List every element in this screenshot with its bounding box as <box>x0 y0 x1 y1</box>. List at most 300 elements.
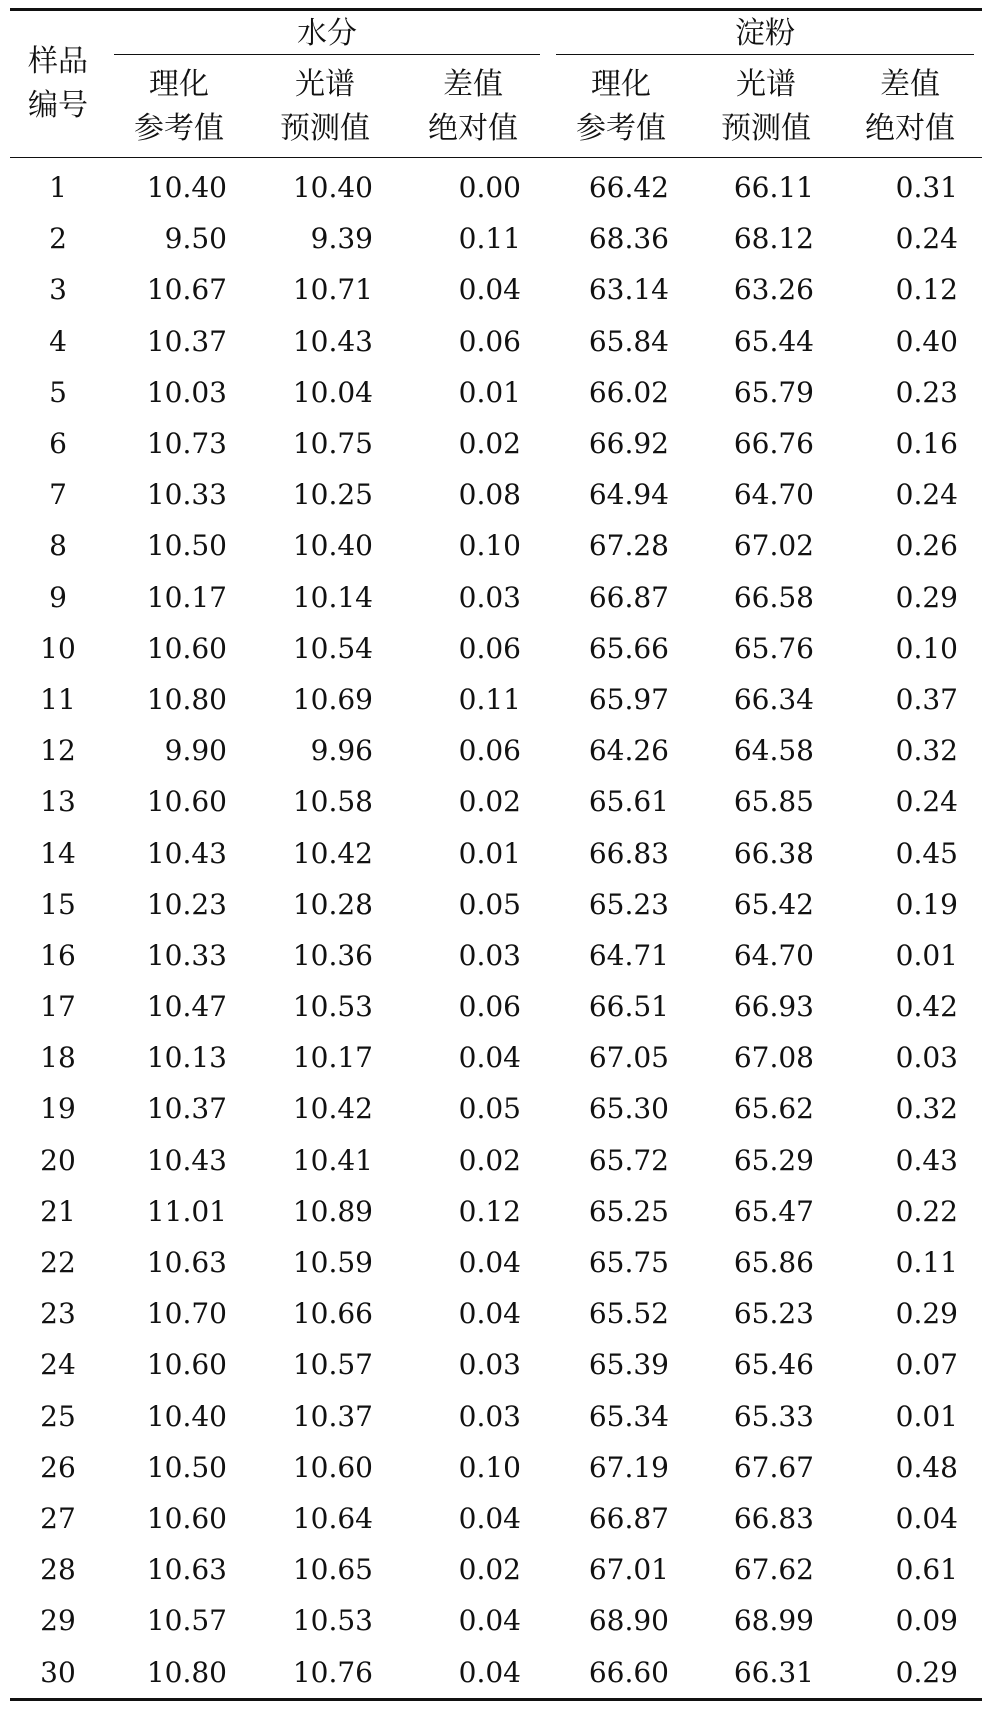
starch-predicted-value: 66.34 <box>733 682 814 716</box>
starch-reference-cell <box>548 1083 694 1134</box>
moisture-predicted-value: 10.75 <box>292 427 373 461</box>
starch-abs-diff-cell <box>838 1391 982 1442</box>
starch-abs-diff-cell <box>838 1646 982 1699</box>
moisture-abs-diff-cell <box>398 1646 548 1699</box>
moisture-predicted-cell <box>252 674 398 725</box>
starch-abs-diff-cell <box>838 264 982 315</box>
moisture-abs-diff-cell <box>398 520 548 571</box>
moisture-abs-diff-cell <box>398 1288 548 1339</box>
starch-reference-value: 65.39 <box>588 1348 669 1382</box>
moisture-abs-diff-value: 0.03 <box>458 1348 521 1382</box>
moisture-predicted-cell <box>252 316 398 367</box>
moisture-reference-cell <box>106 1595 252 1646</box>
starch-reference-cell <box>548 930 694 981</box>
header-line: 预测值 <box>280 111 370 146</box>
moisture-abs-diff-value: 0.06 <box>458 734 521 768</box>
moisture-reference-cell <box>106 879 252 930</box>
moisture-abs-diff-cell <box>398 572 548 623</box>
moisture-predicted-value: 10.57 <box>292 1348 373 1382</box>
header-row-groups <box>10 10 982 58</box>
starch-predicted-cell <box>694 725 838 776</box>
starch-abs-diff-cell <box>838 418 982 469</box>
moisture-reference-value: 10.57 <box>146 1604 227 1638</box>
moisture-predicted-cell <box>252 1083 398 1134</box>
moisture-abs-diff-value: 0.06 <box>458 324 521 358</box>
moisture-reference-value: 10.40 <box>146 171 227 205</box>
starch-predicted-cell <box>694 827 838 878</box>
sample-number-cell: 21 <box>40 1194 76 1228</box>
starch-reference-cell <box>548 158 694 214</box>
table-row <box>10 1544 982 1595</box>
starch-abs-diff-value: 0.29 <box>895 580 958 614</box>
moisture-abs-diff-value: 0.03 <box>458 938 521 972</box>
starch-reference-cell <box>548 1646 694 1699</box>
sample-number-cell: 24 <box>40 1348 76 1382</box>
starch-predicted-value: 66.11 <box>733 171 814 205</box>
starch-abs-diff-cell <box>838 1237 982 1288</box>
starch-reference-value: 66.02 <box>588 375 669 409</box>
starch-predicted-value: 65.86 <box>733 1246 814 1280</box>
moisture-predicted-value: 10.43 <box>292 324 373 358</box>
starch-reference-value: 66.83 <box>588 836 669 870</box>
starch-predicted-value: 63.26 <box>733 273 814 307</box>
moisture-reference-cell <box>106 1646 252 1699</box>
sample-number-cell: 3 <box>49 273 67 307</box>
moisture-reference-value: 10.60 <box>146 1348 227 1382</box>
moisture-predicted-value: 10.54 <box>292 631 373 665</box>
moisture-predicted-cell <box>252 1646 398 1699</box>
moisture-abs-diff-cell <box>398 981 548 1032</box>
starch-abs-diff-cell <box>838 1339 982 1390</box>
starch-predicted-value: 68.12 <box>733 222 814 256</box>
sample-number-cell: 19 <box>40 1092 76 1126</box>
sample-number-cell: 23 <box>40 1297 76 1331</box>
starch-predicted-cell <box>694 1083 838 1134</box>
starch-abs-diff-cell <box>838 725 982 776</box>
header-line: 预测值 <box>721 111 811 146</box>
starch-reference-cell <box>548 1288 694 1339</box>
moisture-abs-diff-value: 0.00 <box>458 171 521 205</box>
moisture-reference-value: 10.03 <box>146 375 227 409</box>
sample-number-cell: 18 <box>40 1041 76 1075</box>
moisture-reference-value: 10.47 <box>146 990 227 1024</box>
moisture-predicted-cell <box>252 520 398 571</box>
starch-reference-cell <box>548 367 694 418</box>
starch-reference-value: 67.19 <box>588 1450 669 1484</box>
moisture-reference-value: 10.50 <box>146 1450 227 1484</box>
moisture-reference-cell <box>106 981 252 1032</box>
starch-predicted-cell <box>694 1339 838 1390</box>
moisture-predicted-value: 10.36 <box>292 938 373 972</box>
moisture-abs-diff-value: 0.06 <box>458 990 521 1024</box>
starch-reference-value: 67.28 <box>588 529 669 563</box>
table-row <box>10 1288 982 1339</box>
moisture-predicted-cell <box>252 623 398 674</box>
moisture-predicted-value: 10.59 <box>292 1246 373 1280</box>
comparison-table <box>10 8 982 1701</box>
moisture-reference-value: 9.50 <box>164 222 227 256</box>
group-header-starch <box>548 10 982 58</box>
moisture-abs-diff-value: 0.01 <box>458 836 521 870</box>
starch-reference-value: 68.90 <box>588 1604 669 1638</box>
moisture-predicted-cell <box>252 1186 398 1237</box>
starch-abs-diff-value: 0.07 <box>895 1348 958 1382</box>
group-header-starch-label: 淀粉 <box>735 16 795 51</box>
table-row <box>10 469 982 520</box>
starch-predicted-value: 65.46 <box>733 1348 814 1382</box>
moisture-reference-cell <box>106 1032 252 1083</box>
moisture-abs-diff-cell <box>398 674 548 725</box>
table-row <box>10 418 982 469</box>
starch-abs-diff-value: 0.32 <box>895 1092 958 1126</box>
moisture-reference-cell <box>106 367 252 418</box>
moisture-predicted-value: 10.04 <box>292 375 373 409</box>
moisture-reference-value: 10.23 <box>146 887 227 921</box>
starch-predicted-value: 64.70 <box>733 478 814 512</box>
sample-number-cell: 2 <box>49 222 67 256</box>
sample-number-cell: 12 <box>40 734 76 768</box>
moisture-predicted-cell <box>252 213 398 264</box>
table-row <box>10 879 982 930</box>
table-row <box>10 520 982 571</box>
starch-reference-cell <box>548 674 694 725</box>
starch-reference-cell <box>548 1442 694 1493</box>
sample-number-cell: 1 <box>49 171 67 205</box>
header-line: 理化 <box>149 67 209 102</box>
moisture-abs-diff-cell <box>398 1339 548 1390</box>
starch-reference-cell <box>548 572 694 623</box>
header-line: 绝对值 <box>865 111 955 146</box>
moisture-predicted-value: 10.64 <box>292 1501 373 1535</box>
starch-abs-diff-cell <box>838 316 982 367</box>
moisture-abs-diff-header <box>398 57 548 158</box>
sample-number-cell: 30 <box>10 1646 106 1699</box>
starch-predicted-value: 66.58 <box>733 580 814 614</box>
moisture-reference-value: 10.60 <box>146 1501 227 1535</box>
starch-abs-diff-value: 0.32 <box>895 734 958 768</box>
moisture-abs-diff-value: 0.04 <box>458 1655 521 1689</box>
sample-number-cell: 16 <box>40 938 76 972</box>
starch-reference-value: 64.26 <box>588 734 669 768</box>
moisture-reference-cell <box>106 1237 252 1288</box>
starch-abs-diff-cell <box>838 776 982 827</box>
moisture-reference-value: 10.40 <box>146 1399 227 1433</box>
starch-abs-diff-value: 0.09 <box>895 1604 958 1638</box>
moisture-predicted-value: 10.37 <box>292 1399 373 1433</box>
moisture-reference-cell <box>106 827 252 878</box>
starch-abs-diff-cell <box>838 158 982 214</box>
moisture-abs-diff-value: 0.04 <box>458 1297 521 1331</box>
sample-number-cell: 13 <box>40 785 76 819</box>
moisture-predicted-cell <box>252 158 398 214</box>
table-body <box>10 158 982 1700</box>
sample-number-header-line1: 样品 <box>28 44 88 79</box>
starch-abs-diff-cell <box>838 213 982 264</box>
sample-number-cell: 9 <box>49 580 67 614</box>
moisture-predicted-value: 10.76 <box>292 1655 373 1689</box>
moisture-abs-diff-cell <box>398 879 548 930</box>
starch-reference-cell <box>548 981 694 1032</box>
table-row <box>10 674 982 725</box>
starch-reference-value: 64.94 <box>588 478 669 512</box>
starch-predicted-cell <box>694 213 838 264</box>
starch-predicted-value: 66.76 <box>733 427 814 461</box>
moisture-predicted-cell <box>252 1595 398 1646</box>
moisture-abs-diff-value: 0.04 <box>458 1501 521 1535</box>
starch-predicted-cell <box>694 1237 838 1288</box>
moisture-reference-cell <box>106 1083 252 1134</box>
moisture-predicted-value: 10.89 <box>292 1194 373 1228</box>
starch-reference-value: 63.14 <box>588 273 669 307</box>
table-row <box>10 776 982 827</box>
moisture-predicted-value: 9.39 <box>310 222 373 256</box>
starch-reference-value: 65.75 <box>588 1246 669 1280</box>
starch-abs-diff-value: 0.40 <box>895 324 958 358</box>
moisture-abs-diff-value: 0.02 <box>458 1553 521 1587</box>
sample-number-cell: 4 <box>49 324 67 358</box>
starch-predicted-cell <box>694 418 838 469</box>
sample-number-cell: 5 <box>49 375 67 409</box>
starch-predicted-cell <box>694 674 838 725</box>
table-row <box>10 572 982 623</box>
sample-number-cell: 29 <box>40 1604 76 1638</box>
starch-abs-diff-cell <box>838 930 982 981</box>
header-line: 参考值 <box>576 111 666 146</box>
starch-reference-cell <box>548 879 694 930</box>
header-line: 差值 <box>880 67 940 102</box>
moisture-reference-value: 10.80 <box>146 1655 227 1689</box>
sample-number-cell: 17 <box>40 990 76 1024</box>
starch-predicted-cell <box>694 879 838 930</box>
moisture-reference-value: 10.67 <box>146 273 227 307</box>
moisture-reference-cell <box>106 1544 252 1595</box>
starch-reference-cell <box>548 1186 694 1237</box>
starch-reference-cell <box>548 1135 694 1186</box>
starch-abs-diff-value: 0.24 <box>895 785 958 819</box>
moisture-reference-value: 10.60 <box>146 785 227 819</box>
starch-predicted-cell <box>694 1544 838 1595</box>
starch-reference-cell <box>548 1595 694 1646</box>
starch-predicted-cell <box>694 520 838 571</box>
moisture-reference-cell <box>106 572 252 623</box>
starch-abs-diff-value: 0.01 <box>895 938 958 972</box>
sample-number-cell: 27 <box>40 1501 76 1535</box>
moisture-predicted-value: 10.40 <box>292 171 373 205</box>
starch-predicted-value: 65.33 <box>733 1399 814 1433</box>
starch-abs-diff-value: 0.22 <box>895 1194 958 1228</box>
starch-abs-diff-value: 0.26 <box>895 529 958 563</box>
starch-reference-value: 66.87 <box>588 1501 669 1535</box>
sample-number-cell: 22 <box>40 1246 76 1280</box>
starch-abs-diff-cell <box>838 879 982 930</box>
moisture-abs-diff-value: 0.05 <box>458 887 521 921</box>
starch-reference-cell <box>548 469 694 520</box>
starch-reference-cell <box>548 520 694 571</box>
sample-number-cell: 25 <box>40 1399 76 1433</box>
moisture-reference-cell <box>106 1391 252 1442</box>
starch-reference-value: 66.51 <box>588 990 669 1024</box>
starch-predicted-cell <box>694 1032 838 1083</box>
starch-abs-diff-cell <box>838 469 982 520</box>
starch-abs-diff-value: 0.16 <box>895 427 958 461</box>
starch-predicted-cell <box>694 623 838 674</box>
starch-abs-diff-cell <box>838 1595 982 1646</box>
moisture-reference-cell <box>106 213 252 264</box>
moisture-reference-value: 10.60 <box>146 631 227 665</box>
table-row <box>10 158 982 214</box>
moisture-predicted-cell <box>252 930 398 981</box>
starch-reference-value: 65.61 <box>588 785 669 819</box>
starch-reference-cell <box>548 1544 694 1595</box>
table-row <box>10 827 982 878</box>
sample-number-cell: 28 <box>40 1553 76 1587</box>
starch-predicted-cell <box>694 1595 838 1646</box>
starch-predicted-cell <box>694 572 838 623</box>
moisture-predicted-cell <box>252 367 398 418</box>
moisture-predicted-value: 10.71 <box>292 273 373 307</box>
starch-abs-diff-value: 0.29 <box>895 1655 958 1689</box>
starch-reference-value: 66.60 <box>588 1655 669 1689</box>
moisture-reference-value: 10.73 <box>146 427 227 461</box>
moisture-reference-cell <box>106 1442 252 1493</box>
moisture-predicted-cell <box>252 725 398 776</box>
starch-abs-diff-value: 0.03 <box>895 1041 958 1075</box>
moisture-predicted-value: 10.58 <box>292 785 373 819</box>
moisture-predicted-value: 10.65 <box>292 1553 373 1587</box>
header-line: 绝对值 <box>428 111 518 146</box>
moisture-predicted-value: 10.69 <box>292 682 373 716</box>
moisture-predicted-cell <box>252 827 398 878</box>
table-row <box>10 1083 982 1134</box>
moisture-abs-diff-cell <box>398 827 548 878</box>
table-row <box>10 1339 982 1390</box>
moisture-predicted-cell <box>252 981 398 1032</box>
moisture-predicted-cell <box>252 1442 398 1493</box>
starch-abs-diff-cell <box>838 572 982 623</box>
moisture-abs-diff-cell <box>398 469 548 520</box>
starch-predicted-value: 64.58 <box>733 734 814 768</box>
moisture-abs-diff-cell <box>398 1595 548 1646</box>
moisture-predicted-value: 10.25 <box>292 478 373 512</box>
starch-reference-cell <box>548 213 694 264</box>
starch-abs-diff-cell <box>838 1032 982 1083</box>
header-row-subs <box>10 57 982 158</box>
moisture-abs-diff-value: 0.04 <box>458 1041 521 1075</box>
moisture-predicted-value: 10.28 <box>292 887 373 921</box>
starch-reference-value: 66.87 <box>588 580 669 614</box>
table-row <box>10 316 982 367</box>
starch-reference-value: 68.36 <box>588 222 669 256</box>
moisture-abs-diff-cell <box>398 316 548 367</box>
starch-reference-cell <box>548 725 694 776</box>
starch-predicted-value: 66.38 <box>733 836 814 870</box>
moisture-reference-value: 10.17 <box>146 580 227 614</box>
starch-reference-header <box>548 57 694 158</box>
starch-abs-diff-cell <box>838 1135 982 1186</box>
moisture-reference-cell <box>106 1135 252 1186</box>
moisture-abs-diff-cell <box>398 776 548 827</box>
table-row <box>10 930 982 981</box>
sample-number-cell: 26 <box>40 1450 76 1484</box>
starch-abs-diff-cell <box>838 827 982 878</box>
starch-reference-value: 65.52 <box>588 1297 669 1331</box>
starch-predicted-cell <box>694 264 838 315</box>
starch-abs-diff-cell <box>838 1493 982 1544</box>
moisture-reference-cell <box>106 520 252 571</box>
starch-predicted-value: 64.70 <box>733 938 814 972</box>
starch-reference-value: 65.72 <box>588 1143 669 1177</box>
moisture-abs-diff-cell <box>398 1442 548 1493</box>
moisture-reference-value: 10.37 <box>146 1092 227 1126</box>
moisture-abs-diff-cell <box>398 1186 548 1237</box>
starch-reference-cell <box>548 1339 694 1390</box>
starch-abs-diff-cell <box>838 1442 982 1493</box>
moisture-predicted-cell <box>252 1237 398 1288</box>
moisture-reference-value: 10.70 <box>146 1297 227 1331</box>
header-line: 光谱 <box>295 67 355 102</box>
starch-predicted-cell <box>694 1646 838 1699</box>
table-row <box>10 623 982 674</box>
starch-abs-diff-value: 0.24 <box>895 478 958 512</box>
starch-predicted-value: 67.08 <box>733 1041 814 1075</box>
starch-abs-diff-cell <box>838 367 982 418</box>
moisture-reference-value: 10.63 <box>146 1553 227 1587</box>
moisture-abs-diff-cell <box>398 158 548 214</box>
moisture-reference-value: 10.33 <box>146 938 227 972</box>
moisture-predicted-cell <box>252 776 398 827</box>
moisture-abs-diff-cell <box>398 1493 548 1544</box>
table-row <box>10 367 982 418</box>
starch-abs-diff-value: 0.31 <box>895 171 958 205</box>
table-row <box>10 1646 982 1699</box>
moisture-reference-cell <box>106 418 252 469</box>
moisture-abs-diff-cell <box>398 1083 548 1134</box>
starch-reference-value: 65.30 <box>588 1092 669 1126</box>
moisture-reference-cell <box>106 316 252 367</box>
moisture-reference-cell <box>106 1288 252 1339</box>
starch-abs-diff-cell <box>838 1083 982 1134</box>
starch-reference-cell <box>548 1391 694 1442</box>
moisture-predicted-value: 10.42 <box>292 1092 373 1126</box>
moisture-predicted-cell <box>252 572 398 623</box>
sample-number-cell: 8 <box>49 529 67 563</box>
moisture-reference-cell <box>106 1186 252 1237</box>
starch-abs-diff-value: 0.19 <box>895 887 958 921</box>
moisture-abs-diff-value: 0.11 <box>458 682 521 716</box>
sample-number-cell: 6 <box>49 427 67 461</box>
moisture-abs-diff-value: 0.02 <box>458 785 521 819</box>
header-line: 光谱 <box>736 67 796 102</box>
moisture-abs-diff-cell <box>398 725 548 776</box>
starch-predicted-value: 65.47 <box>733 1194 814 1228</box>
starch-abs-diff-cell <box>838 981 982 1032</box>
moisture-reference-value: 9.90 <box>164 734 227 768</box>
table-row <box>10 1186 982 1237</box>
moisture-predicted-value: 10.41 <box>292 1143 373 1177</box>
starch-reference-cell <box>548 316 694 367</box>
table-row <box>10 1391 982 1442</box>
sample-number-header-line2: 编号 <box>28 88 88 123</box>
starch-predicted-cell <box>694 367 838 418</box>
sample-number-header <box>10 10 106 158</box>
moisture-abs-diff-cell <box>398 1391 548 1442</box>
starch-reference-cell <box>548 1493 694 1544</box>
starch-reference-value: 66.92 <box>588 427 669 461</box>
sample-number-cell: 15 <box>40 887 76 921</box>
moisture-predicted-value: 10.17 <box>292 1041 373 1075</box>
moisture-abs-diff-cell <box>398 1135 548 1186</box>
starch-abs-diff-value: 0.23 <box>895 375 958 409</box>
